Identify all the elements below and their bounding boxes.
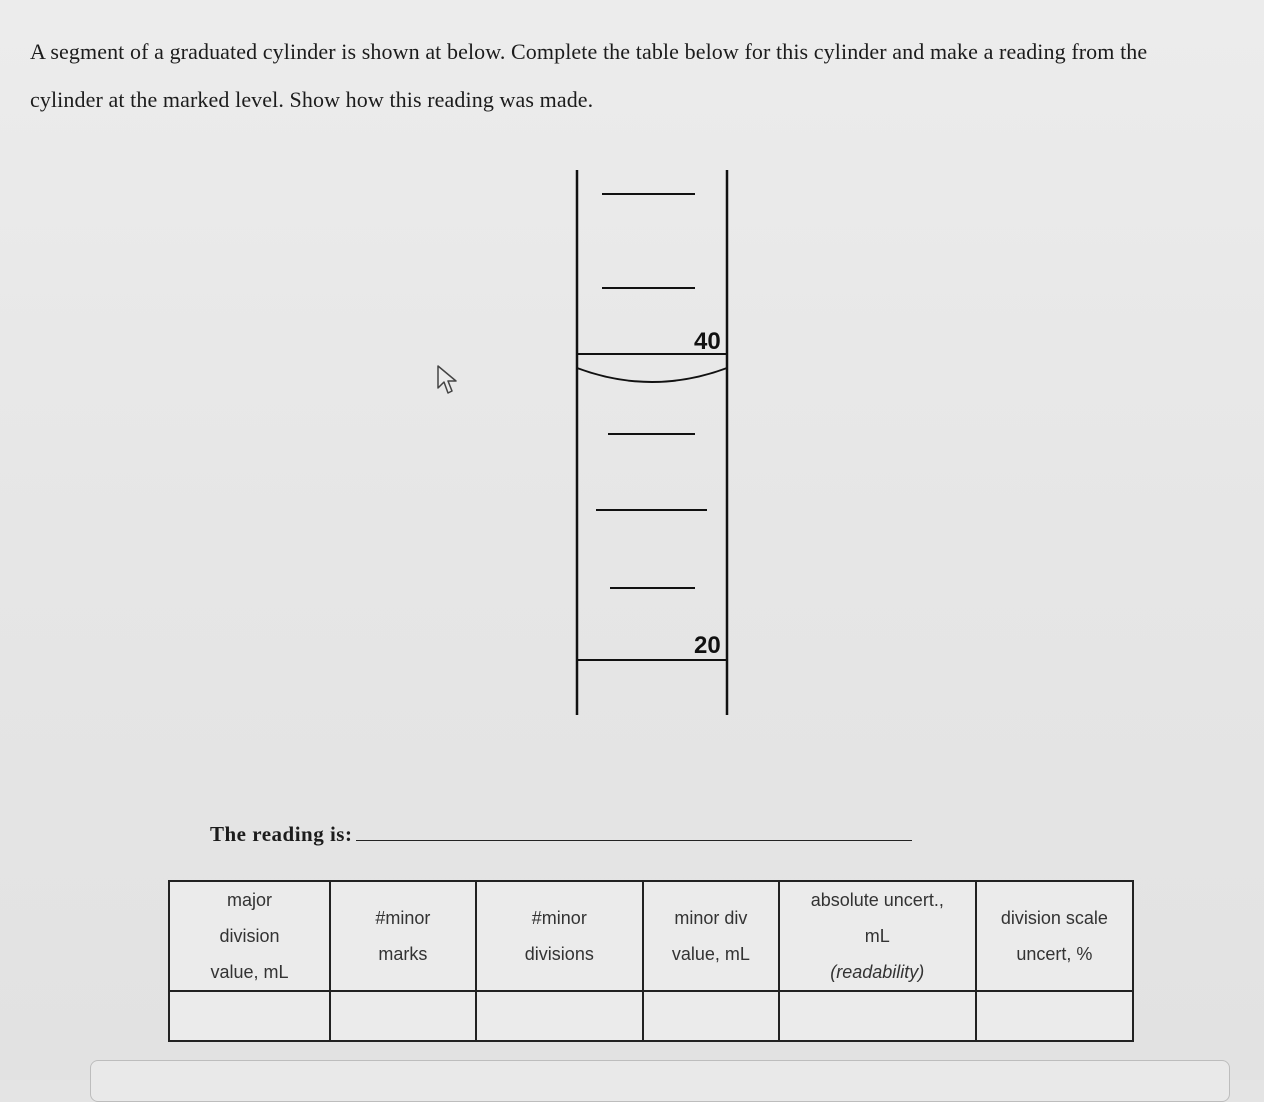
cell-minor-divisions[interactable] [476,991,643,1041]
cell-absolute-uncertainty[interactable] [779,991,976,1041]
cell-major-division-value[interactable] [169,991,330,1041]
mouse-pointer-icon [436,364,458,396]
header-minor-div-value: minor div value, mL [643,881,779,991]
cell-minor-div-value[interactable] [643,991,779,1041]
question-line-2: cylinder at the marked level. Show how this reading was made. [30,87,594,112]
header-absolute-uncertainty: absolute uncert., mL (readability) [779,881,976,991]
cell-minor-marks[interactable] [330,991,476,1041]
major-label-lower: 20 [694,632,721,659]
question-text [30,28,1235,124]
header-major-division-value: major division value, mL [169,881,330,991]
table-row [169,991,1133,1041]
answer-input-box[interactable] [90,1060,1230,1102]
reading-answer-blank[interactable] [356,840,912,841]
major-label-upper: 40 [694,328,721,355]
graduated-cylinder-diagram [560,160,760,720]
header-division-scale-uncertainty: division scale uncert, % [976,881,1133,991]
data-table [168,880,1134,1042]
header-minor-divisions: #minor divisions [476,881,643,991]
question-line-1: A segment of a graduated cylinder is shown at below. Complete the table below for this cylinder and make a reading from the [30,39,1148,64]
cell-division-scale-uncertainty[interactable] [976,991,1133,1041]
table-header-row [169,881,1133,991]
reading-label: The reading is: [210,822,353,846]
header-minor-marks: #minor marks [330,881,476,991]
meniscus [577,368,727,382]
